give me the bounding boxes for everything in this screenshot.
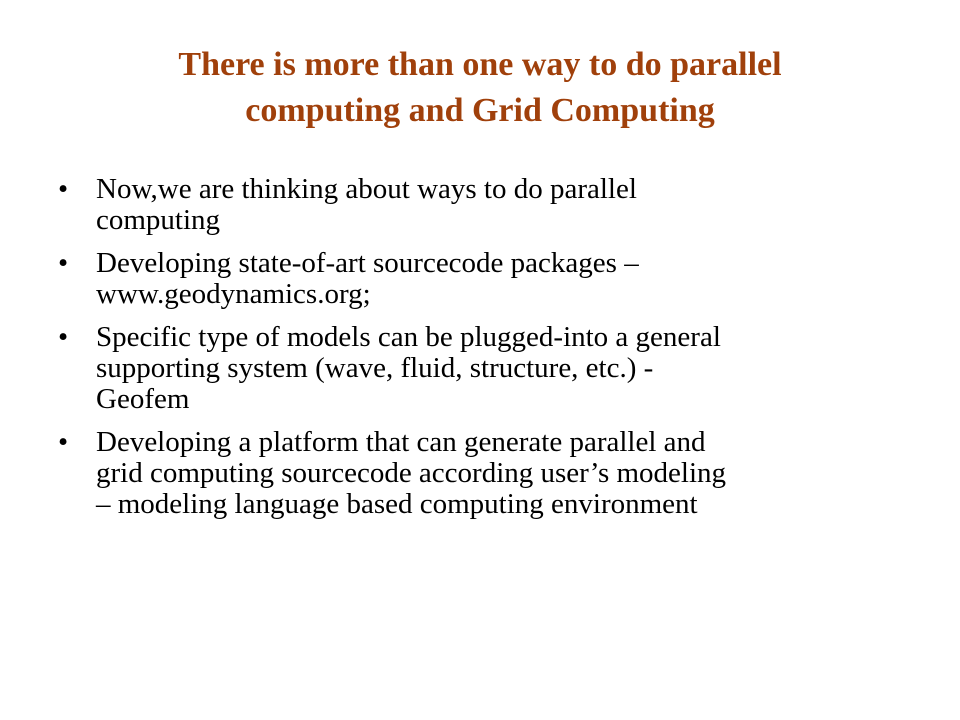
bullet-3-line-2: supporting system (wave, fluid, structure, etc.) -: [96, 352, 654, 384]
bullet-3-line-3: Geofem: [96, 383, 190, 415]
bullet-1-line-2: computing: [96, 204, 221, 236]
bullet-marker: •: [58, 247, 69, 279]
bullet-4-line-1: Developing a platform that can generate parallel and: [96, 426, 706, 458]
bullet-item-2: [58, 248, 908, 310]
bullet-marker: •: [58, 321, 69, 353]
bullet-item-1: [58, 174, 908, 236]
slide-title-line-2: computing and Grid Computing: [245, 92, 715, 129]
bullet-1-line-1: Now,we are thinking about ways to do parallel: [96, 173, 637, 205]
bullet-3-line-1: Specific type of models can be plugged-into a general: [96, 321, 721, 353]
bullet-4-line-2: grid computing sourcecode according user’s modeling: [96, 457, 727, 489]
bullet-item-4: [58, 427, 908, 520]
slide-title: [60, 42, 900, 134]
bullet-2-line-1: Developing state-of-art sourcecode packages –: [96, 247, 639, 279]
bullet-4-line-3: – modeling language based computing environment: [96, 488, 698, 520]
bullet-item-3: [58, 322, 908, 415]
bullet-list: [58, 174, 908, 532]
slide-title-line-1: There is more than one way to do parallel: [178, 46, 782, 83]
bullet-marker: •: [58, 173, 69, 205]
bullet-2-line-2: www.geodynamics.org;: [96, 278, 371, 310]
bullet-marker: •: [58, 426, 69, 458]
